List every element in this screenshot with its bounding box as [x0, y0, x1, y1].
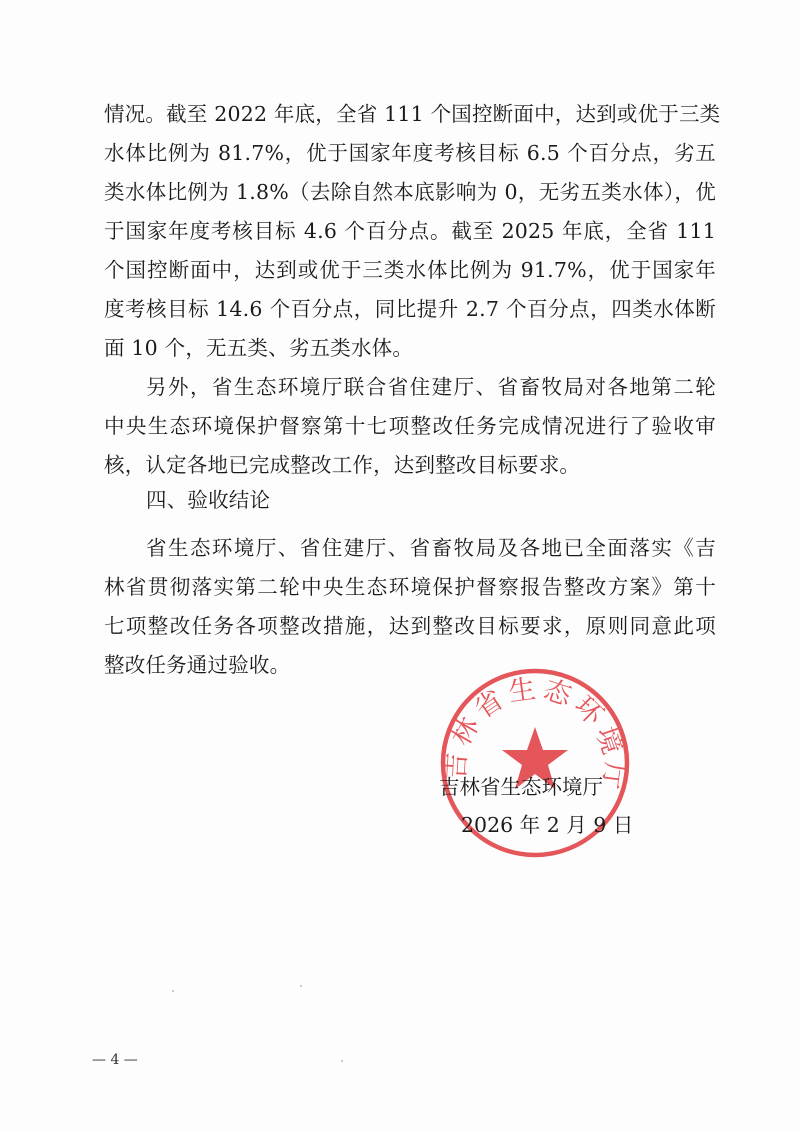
scan-speck	[341, 1060, 343, 1062]
text-line: 林省贯彻落实第二轮中央生态环境保护督察报告整改方案》第十	[104, 575, 716, 599]
page-number: — 4 —	[92, 1052, 138, 1068]
signature-organization: 吉林省生态环境厅	[439, 775, 603, 799]
text-line: 整改任务通过验收。	[104, 653, 291, 677]
text-line: 类水体比例为 1.8%（去除自然本底影响为 0，无劣五类水体），优	[104, 180, 716, 204]
scan-speck	[300, 985, 302, 987]
text-line: 个国控断面中，达到或优于三类水体比例为 91.7%，优于国家年	[104, 258, 716, 282]
text-line: 面 10 个，无五类、劣五类水体。	[104, 336, 414, 360]
section-heading: 四、验收结论	[146, 488, 271, 512]
text-line: 情况。截至 2022 年底，全省 111 个国控断面中，达到或优于三类	[104, 102, 721, 126]
text-line: 核，认定各地已完成整改工作，达到整改目标要求。	[104, 453, 581, 477]
text-line: 另外，省生态环境厅联合省住建厅、省畜牧局对各地第二轮	[146, 375, 716, 399]
text-line: 七项整改任务各项整改措施，达到整改目标要求，原则同意此项	[104, 614, 716, 638]
text-line: 于国家年度考核目标 4.6 个百分点。截至 2025 年底，全省 111	[104, 219, 716, 243]
signature-date: 2026 年 2 月 9 日	[461, 813, 634, 837]
text-line: 中央生态环境保护督察第十七项整改任务完成情况进行了验收审	[104, 414, 716, 438]
text-line: 水体比例为 81.7%，优于国家年度考核目标 6.5 个百分点，劣五	[104, 141, 716, 165]
scan-speck	[172, 990, 174, 992]
text-line: 省生态环境厅、省住建厅、省畜牧局及各地已全面落实《吉	[146, 536, 716, 560]
text-line: 度考核目标 14.6 个百分点，同比提升 2.7 个百分点，四类水体断	[104, 297, 716, 321]
seal-text: 吉林省生态环境厅	[440, 673, 631, 797]
